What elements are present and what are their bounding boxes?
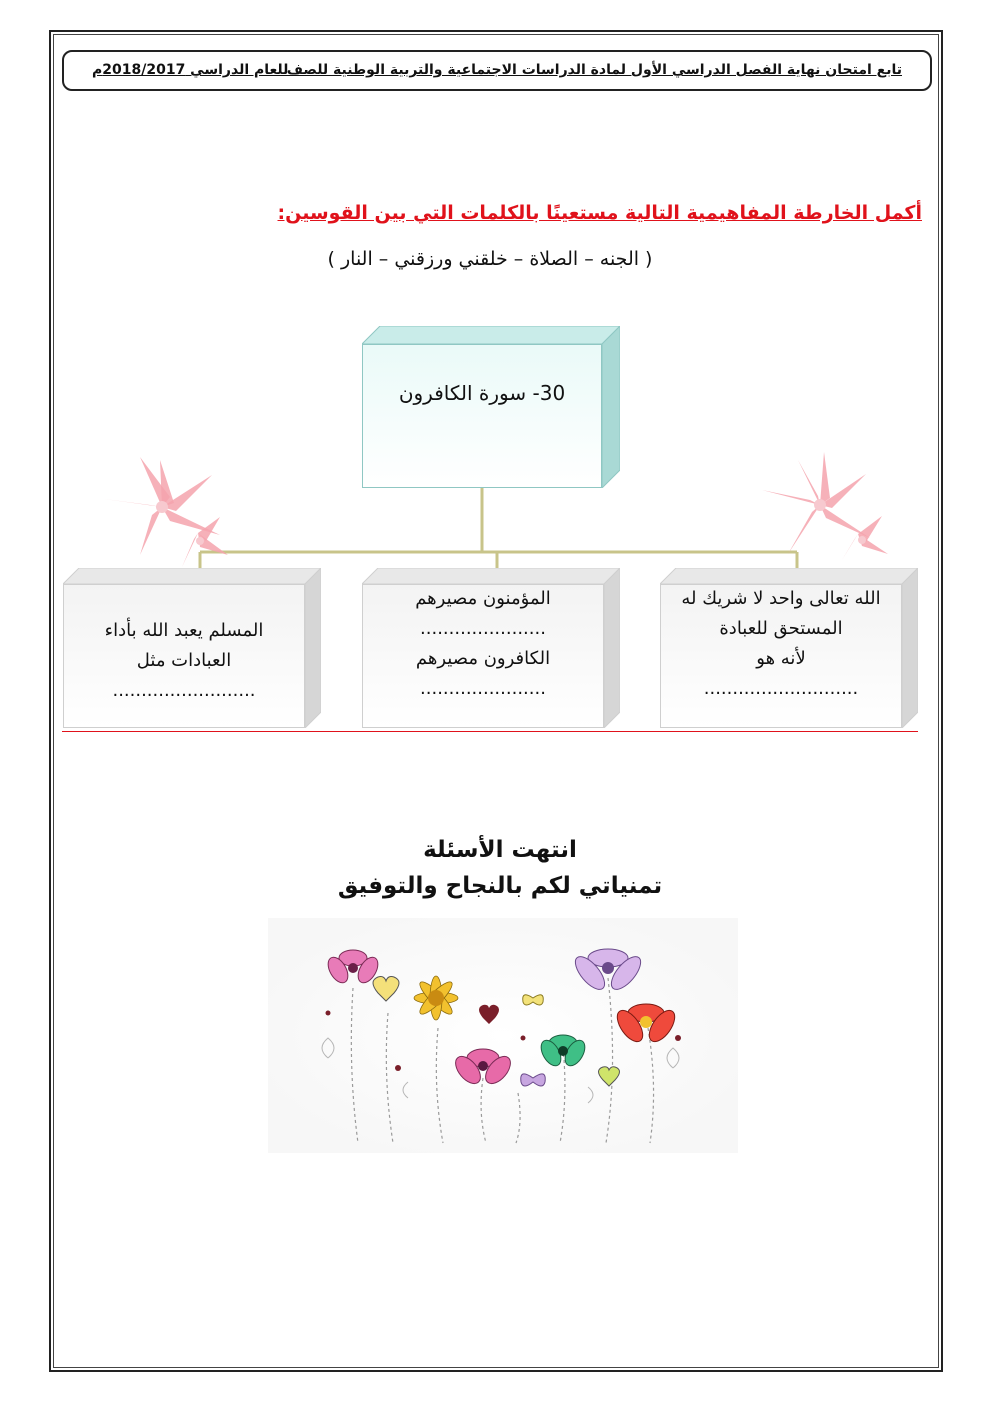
concept-center-box — [362, 326, 620, 488]
end-of-questions: انتهت الأسئلة — [423, 837, 577, 863]
left-answer-blank[interactable]: ......................... — [112, 680, 256, 701]
right-line-3: لأنه هو — [756, 648, 806, 669]
middle-line-2: الكافرون مصيرهم — [415, 648, 551, 669]
question-instruction: أكمل الخارطة المفاهيمية التالية مستعينًا بالكلمات التي بين القوسين: — [277, 202, 922, 224]
word-bank: ( الجنه – الصلاة – خلقني ورزقني – النار ) — [327, 248, 653, 270]
middle-answer-blank-1[interactable]: ...................... — [420, 618, 546, 639]
header-year: للعام الدراسي 2018/2017م — [92, 62, 289, 78]
left-box-text — [63, 616, 305, 706]
section-divider — [62, 731, 918, 732]
flowers-illustration — [268, 918, 738, 1153]
sunflower-icon — [414, 976, 458, 1020]
right-line-1: الله تعالى واحد لا شريك له — [681, 588, 881, 609]
right-answer-blank[interactable]: ........................... — [703, 678, 859, 699]
middle-box-text — [362, 584, 604, 704]
middle-answer-blank-2[interactable]: ...................... — [420, 678, 546, 699]
good-luck-wish: تمنياتي لكم بالنجاح والتوفيق — [337, 873, 663, 899]
left-line-1: المسلم يعبد الله بأداء — [104, 620, 264, 641]
header-title: تابع امتحان نهاية الفصل الدراسي الأول لمادة الدراسات الاجتماعية والتربية الوطنية للصف — [286, 62, 902, 78]
pink-flower-left-icon — [100, 455, 235, 570]
middle-line-1: المؤمنون مصيرهم — [415, 588, 551, 609]
concept-left-box — [63, 568, 321, 728]
closing-message — [300, 832, 700, 904]
concept-middle-box — [362, 568, 620, 728]
right-line-2: المستحق للعبادة — [719, 618, 843, 639]
center-topic: 30- سورة الكافرون — [398, 381, 566, 405]
pink-flower-right-icon — [758, 450, 893, 565]
concept-right-box — [660, 568, 918, 728]
left-line-2: العبادات مثل — [136, 650, 232, 671]
right-box-text — [660, 584, 902, 704]
